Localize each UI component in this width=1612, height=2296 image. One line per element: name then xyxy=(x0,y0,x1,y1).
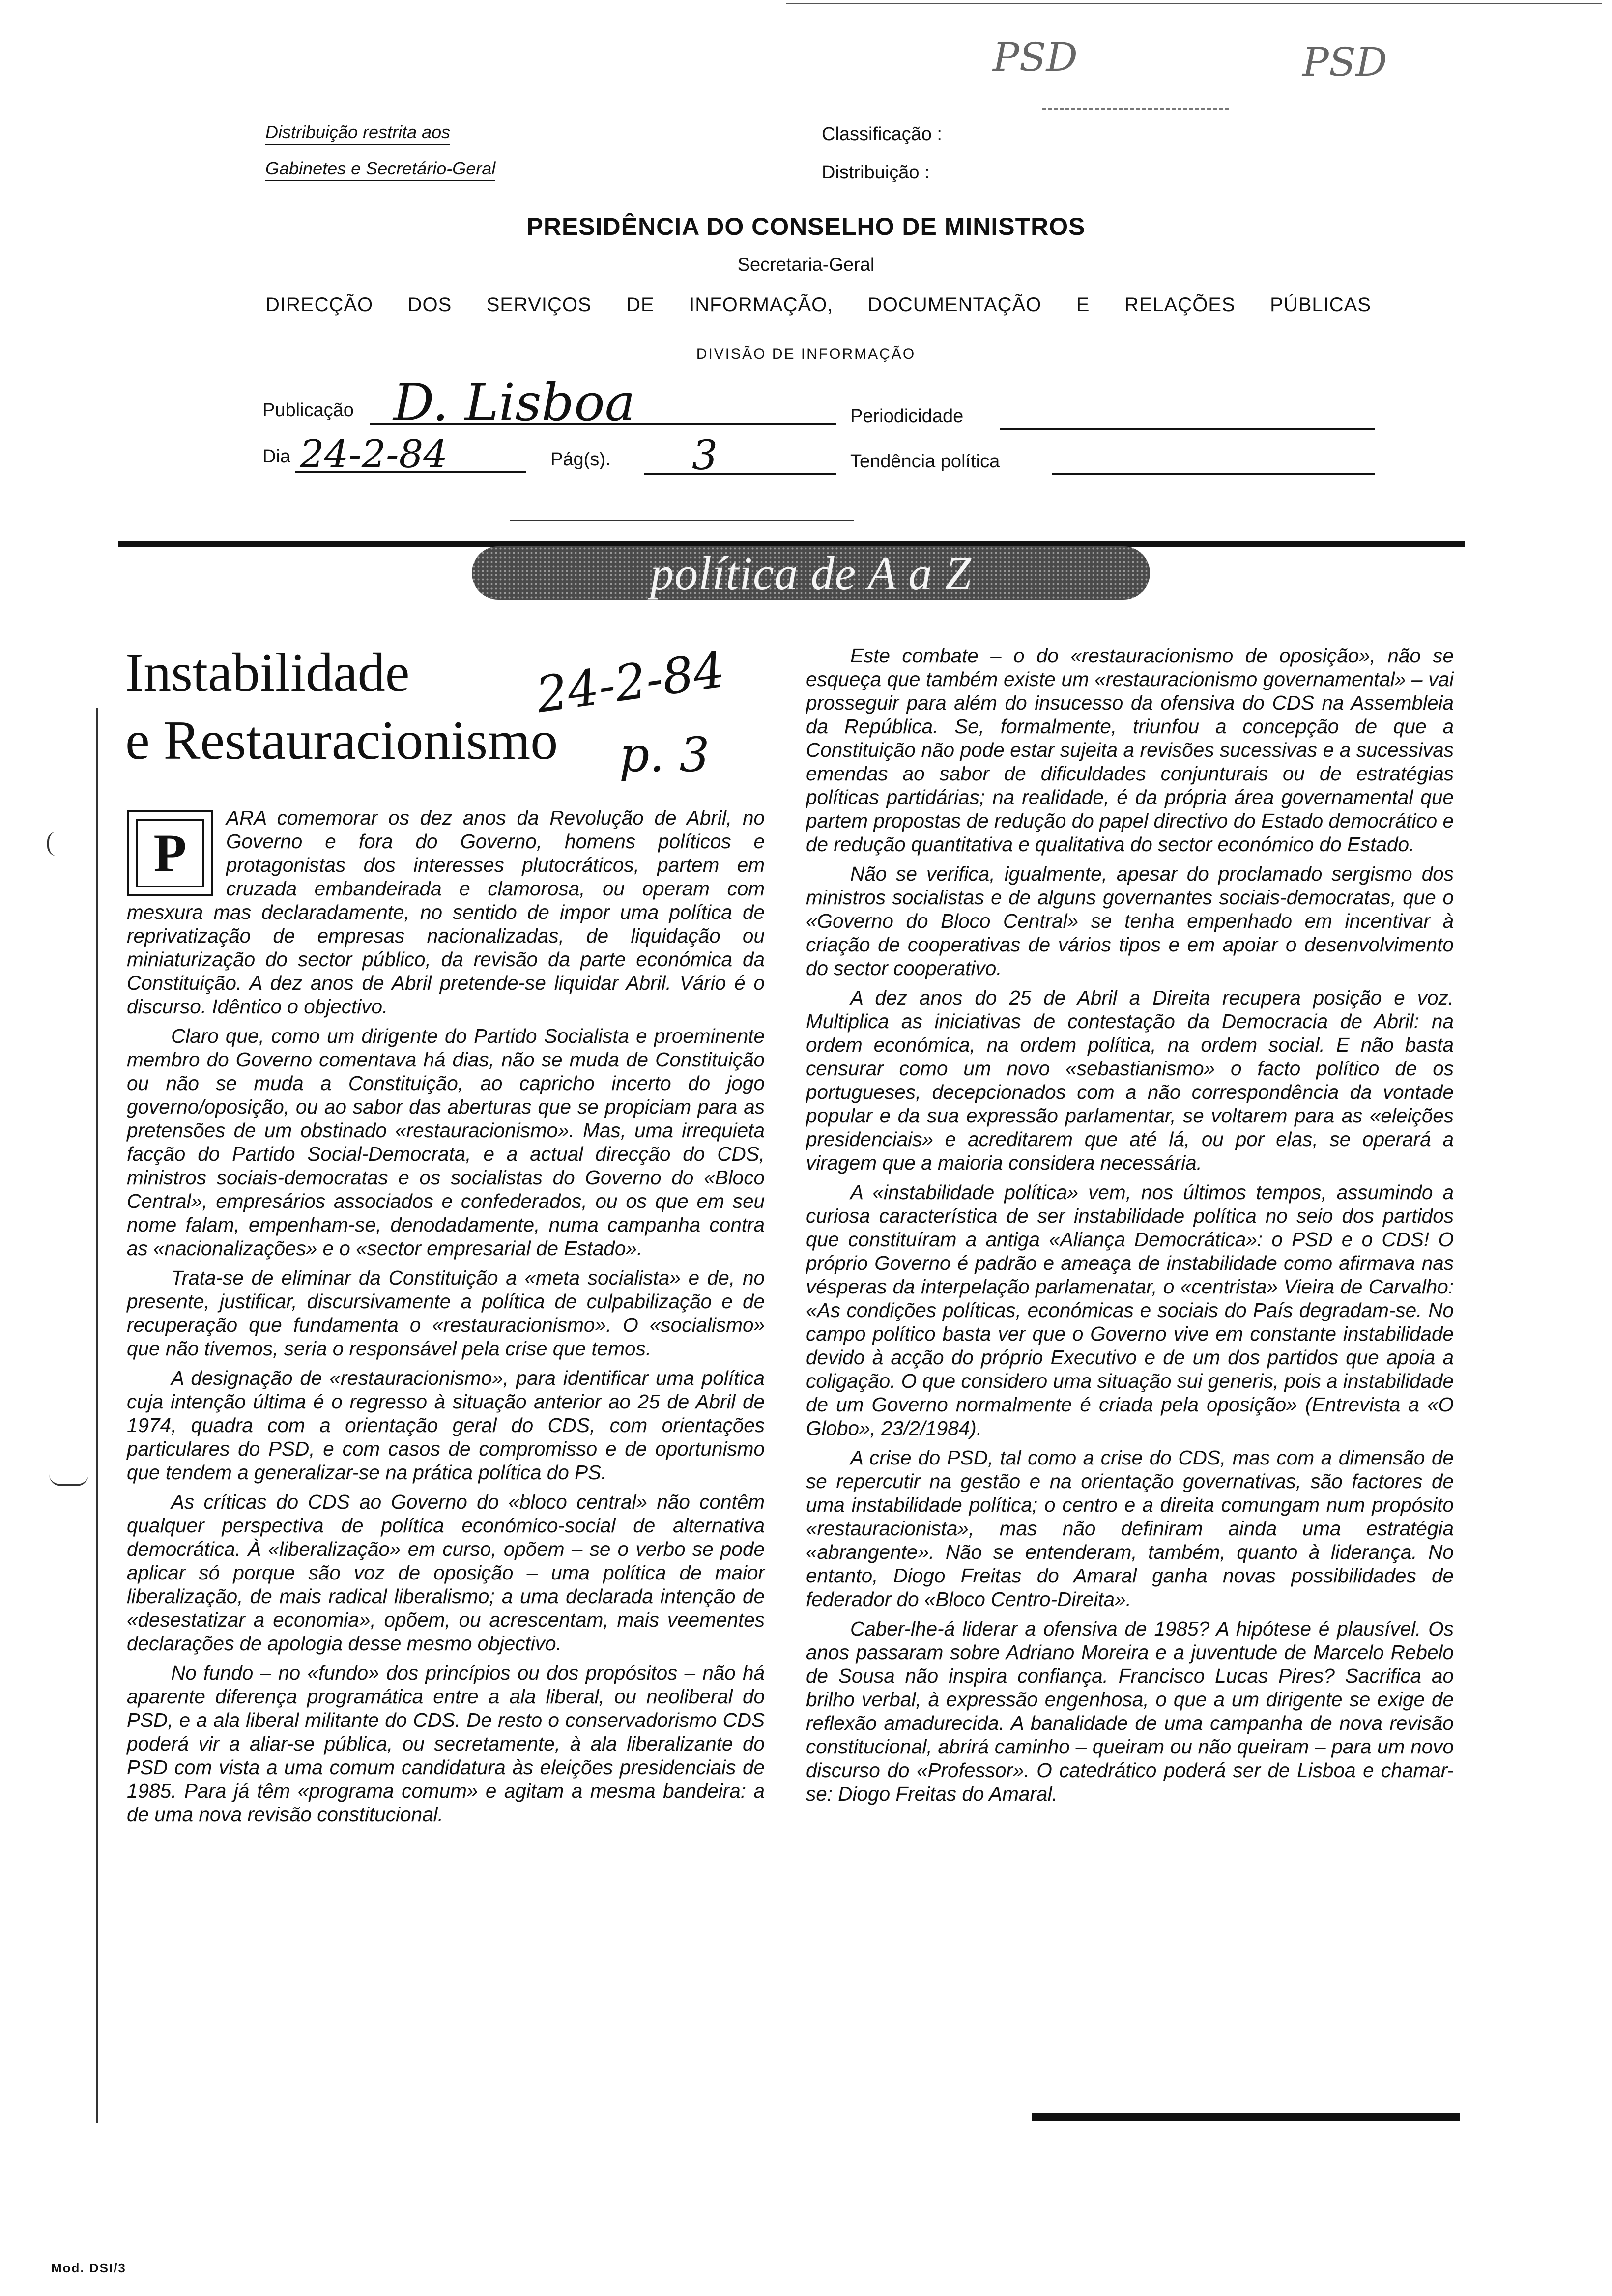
margin-mark-left-2 xyxy=(49,1474,88,1486)
drop-cap xyxy=(127,810,213,896)
article-title-line2: e Restauracionismo xyxy=(125,710,558,771)
left-paragraph-text: ARA comemorar os dez anos da Revolução de Abril, no Governo e fora do Governo, homens políticos e protagonistas dos interesses plutocráticos, partem em cruzada embandeirada e clamorosa, ou operam com mesxura mas declaradamente, no sentido de impor uma política de reprivatização de empresas nacionalizadas, de liquidação ou miniaturização do sector público, da revisão da parte económica da Constituição. A dez anos de Abril pretende-se liquidar Abril. Vário é o discurso. Idêntico o objectivo. xyxy=(127,806,765,1018)
right-paragraph: A dez anos do 25 de Abril a Direita recupera posição e voz. Multiplica as iniciativas de contestação da Democracia de Abril: na ordem económica, na ordem política, na ordem social. E não basta censurar como um novo «sebastianismo» o facto político de os portugueses, decepcionados com a não correspondência da vontade popular e da sua expressão parlamentar, se voltarem para as «eleições presidenciais» e acreditarem que até lá, ou por elas, se operará a viragem que a maioria considera necessária. xyxy=(806,986,1454,1174)
periodicity-label: Periodicidade xyxy=(850,406,964,427)
section-banner-text: política de A a Z xyxy=(650,546,972,600)
distribution-restricted-line1: Distribuição restrita aos xyxy=(265,122,450,145)
left-column-margin-rule xyxy=(96,708,98,2123)
section-banner xyxy=(472,546,1150,600)
publication-value: D. Lisboa xyxy=(393,373,635,432)
right-paragraph: Caber-lhe-á liderar a ofensiva de 1985? A hipótese é plausível. Os anos passaram sobre Adriano Moreira e a juventude de Marcelo Rebelo de Sousa não inspira confiança. Francisco Lucas Pires? Sacrifica ao brilho verbal, à expressão engenhosa, o que a um dirigente se exige de reflexão amadurecida. A banalidade de uma campanha de nova revisão constitucional, abrirá caminho – queiram ou não queiram – para um novo discurso do «Professor». O catedrático poderá ser de Lisboa e chamar-se: Diogo Freitas do Amaral. xyxy=(806,1617,1454,1805)
distribution-label: Distribuição : xyxy=(822,162,930,183)
right-paragraph: Não se verifica, igualmente, apesar do proclamado sergismo dos ministros socialistas e de alguns governantes sociais-democratas, que o «Governo do Bloco Central» se tenha empenhado em incentivar à criação de cooperativas de vários tipos e em apoiar o desenvolvimento do sector cooperativo. xyxy=(806,862,1454,979)
day-label: Dia xyxy=(262,446,291,467)
pages-label: Pág(s). xyxy=(550,449,611,470)
right-paragraph: A «instabilidade política» vem, nos últimos tempos, assumindo a curiosa característica de ser instabilidade política no seio dos partidos que constituíram a antiga «Aliança Democrática»: o PSD e o CDS! O próprio Governo é padrão e ameaça de instabilidade como afirmava nas vésperas da interpelação parlamenatar, o «centrista» Vieira de Carvalho: «As condições políticas, económicas e sociais do País degradam-se. No campo político basta ver que o Governo vive em constante instabilidade devido à acção do próprio Executivo e de um dos partidos que apoia a coligação. O que considero uma situação sui generis, pois a instabilidade de um Governo normalmente é criada pela oposição» (Entrevista a «O Globo», 23/2/1984). xyxy=(806,1181,1454,1439)
article-left-column xyxy=(127,806,765,1832)
pages-line xyxy=(644,473,836,475)
left-paragraph: No fundo – no «fundo» dos princípios ou dos propósitos – não há aparente diferença programática entre a ala liberal, ou neoliberal do PSD, e a ala liberal militante do CDS. De resto o conservadorismo CDS poderá vir a aliar-se pública, ou secretamente, à ala liberalizante do PSD com vista a uma comum candidatura às eleições presidenciais de 1985. Para já têm «programa comum» e agitam a mesma bandeira: a de uma nova revisão constitucional. xyxy=(127,1662,765,1826)
political-tendency-label: Tendência política xyxy=(850,451,1000,472)
drop-cap-letter: P xyxy=(136,819,204,887)
article-title-line1: Instabilidade xyxy=(125,642,410,703)
margin-mark-left-1 xyxy=(47,832,69,856)
title-handwritten-note-2: p. 3 xyxy=(619,727,710,782)
org-division: DIVISÃO DE INFORMAÇÃO xyxy=(696,346,916,362)
org-title: PRESIDÊNCIA DO CONSELHO DE MINISTROS xyxy=(526,213,1086,240)
header-separator-short xyxy=(510,520,854,521)
handwritten-annotation-top-2: PSD xyxy=(1302,39,1387,85)
political-tendency-line xyxy=(1052,473,1375,475)
org-direction: DIRECÇÃO DOS SERVIÇOS DE INFORMAÇÃO, DOCUMENTAÇÃO E RELAÇÕES PÚBLICAS xyxy=(265,294,1371,316)
org-secretariat: Secretaria-Geral xyxy=(737,255,875,275)
right-paragraph: Este combate – o do «restauracionismo de oposição», não se esqueça que também existe um «restauracionismo governamental» – vai prosseguir para além do insucesso da ofensiva do CDS na Assembleia da República. Se, formalmente, triunfou a concepção de que a Constituição não pode estar sujeita a revisões sucessivas e a sucessivas emendas ao sabor de dificuldades conjunturais ou de estratégias políticas partidárias; na realidade, é da própria área governamental que partem propostas de redução do papel directivo do Estado democrático e de redução quantitativa e qualitativa do sector económico do Estado. xyxy=(806,644,1454,856)
publication-label: Publicação xyxy=(262,400,354,421)
article-right-column xyxy=(806,644,1454,1811)
top-edge-rule xyxy=(786,3,1602,4)
title-handwritten-note-1: 24-2-84 xyxy=(532,640,728,724)
left-paragraph: Claro que, como um dirigente do Partido Socialista e proeminente membro do Governo comentava há dias, não se muda de Constituição ou não se muda a Constituição, ao capricho incerto do jogo governo/oposição, ou ao sabor das aberturas que se propiciam para as pretensões de um obstinado «restauracionismo». Mas, uma irrequieta facção do Partido Social-Democrata, e a actual direcção do CDS, ministros sociais-democratas e os socialistas do Governo do «Bloco Central», empresários associados e confederados, ou os que em seu nome falam, empenham-se, denodadamente, numa campanha contra as «nacionalizações» e o «sector empresarial de Estado». xyxy=(127,1025,765,1260)
classification-label: Classificação : xyxy=(822,124,942,144)
left-paragraph: A designação de «restauracionismo», para identificar uma política cuja intenção última é o regresso à situação anterior ao 25 de Abril de 1974, quadra com a orientação geral do CDS, com orientações particulares do PSD, e com casos de compromisso e de oportunismo que tendem a generalizar-se na prática política do PS. xyxy=(127,1367,765,1484)
left-paragraph: As críticas do CDS ao Governo do «bloco central» não contêm qualquer perspectiva de política económico-social de alternativa democrática. À «liberalização» em curso, opõem – se o verbo se pode aplicar só porque são voz de oposição – uma política de maior liberalização, de mais radical liberalismo; a uma declarada intenção de «desestatizar a economia», opõem, ou acrescentam, mais veementes declarações de apologia desse mesmo objectivo. xyxy=(127,1491,765,1655)
model-code: Mod. DSI/3 xyxy=(51,2261,126,2275)
day-value: 24-2-84 xyxy=(300,432,448,477)
distribution-restricted-line2: Gabinetes e Secretário-Geral xyxy=(265,158,495,181)
periodicity-line xyxy=(1000,428,1375,430)
left-paragraph: Trata-se de eliminar da Constituição a «meta socialista» e de, no presente, justificar, discursivamente a política de culpabilização e de recuperação que fundamenta o «restauracionismo». O «socialismo» que não tivemos, seria o responsável pela crise que temos. xyxy=(127,1266,765,1360)
article-end-rule xyxy=(1032,2113,1460,2121)
pages-value: 3 xyxy=(692,432,718,479)
right-paragraph: A crise do PSD, tal como a crise do CDS, mas com a dimensão de se repercutir na gestão e na orientação governativas, são factores de uma instabilidade política; o centro e a direita comungam num propósito «restauracionista», mas não definiram ainda uma estratégia «abrangente». Não se entenderam, também, quanto à liderança. No entanto, Diogo Freitas do Amaral ganha novas possibilidades de federador do «Bloco Centro-Direita». xyxy=(806,1446,1454,1610)
handwritten-annotation-top-1: PSD xyxy=(993,34,1078,80)
handwritten-scribble xyxy=(1042,108,1229,115)
left-paragraph xyxy=(127,806,765,1018)
